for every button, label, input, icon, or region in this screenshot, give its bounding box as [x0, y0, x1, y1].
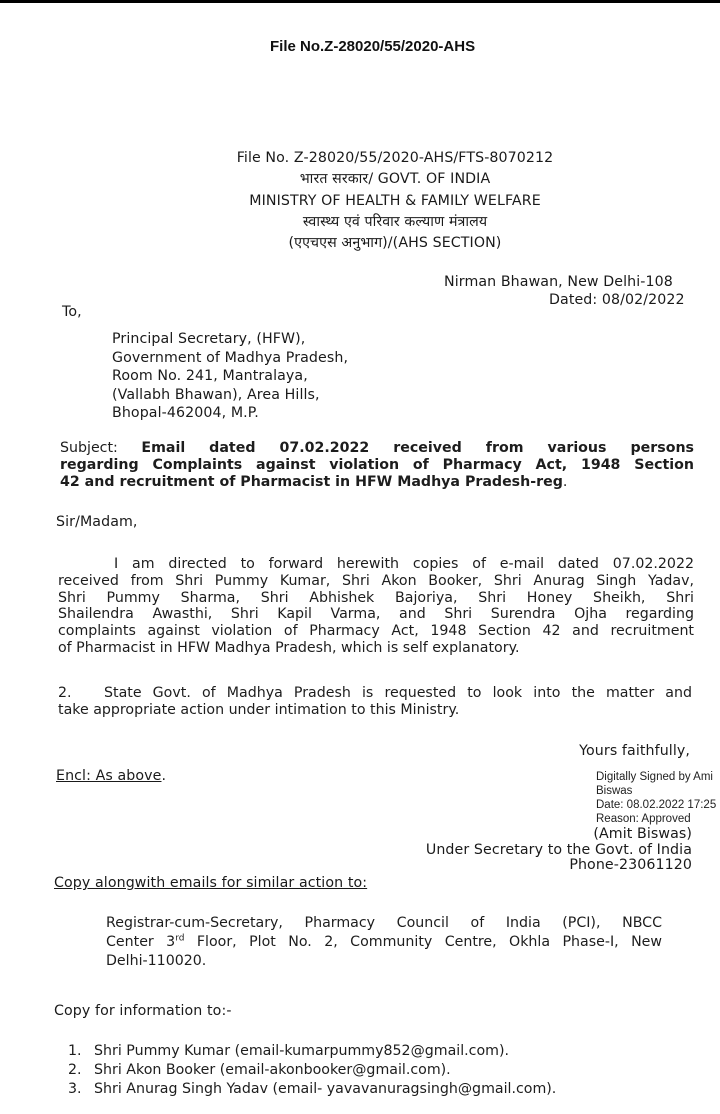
paragraph-line: complaints against violation of Pharmacy Act, 1948 Section 42 and recruitment: [58, 623, 694, 640]
subject-line: 42 and recruitment of Pharmacist in HFW Madhya Pradesh-reg: [60, 473, 563, 490]
paragraph-number: 2.: [58, 685, 72, 701]
copy-action-line: Floor, Plot No. 2, Community Centre, Okhla Phase-I, New: [196, 934, 663, 950]
file-number-stamp: File No.Z-28020/55/2020-AHS: [270, 38, 476, 55]
addressee-line: Government of Madhya Pradesh,: [112, 349, 349, 366]
file-number: File No. Z-28020/55/2020-AHS/FTS-8070212: [236, 150, 554, 166]
subject-end: .: [562, 473, 568, 490]
superscript: rd: [175, 933, 185, 944]
ministry-name: MINISTRY OF HEALTH & FAMILY WELFARE: [249, 192, 541, 209]
addressee-line: Room No. 241, Mantralaya,: [112, 368, 308, 384]
paragraph-1: [58, 556, 694, 657]
letter-date: Dated: 08/02/2022: [549, 292, 685, 308]
closing: Yours faithfully,: [579, 743, 690, 759]
subject-block: [60, 440, 694, 490]
copy-action-prefix: Center 3: [106, 934, 176, 950]
paragraph-line: take appropriate action under intimation to this Ministry.: [58, 701, 460, 718]
signatory-phone: Phone-23061120: [569, 857, 692, 873]
addressee-line: Bhopal-462004, M.P.: [112, 405, 259, 421]
enclosure-label: Encl: As above: [56, 768, 162, 784]
govt-of-india: भारत सरकार/ GOVT. OF INDIA: [299, 171, 491, 188]
copy-action-line: Delhi-110020.: [106, 953, 207, 969]
paragraph-line: of Pharmacist in HFW Madhya Pradesh, which is self explanatory.: [58, 639, 520, 656]
subject-line: Email dated 07.02.2022 received from various persons: [141, 440, 694, 456]
paragraph-line: I am directed to forward herewith copies of e-mail dated 07.02.2022: [114, 556, 694, 572]
addressee-line: (Vallabh Bhawan), Area Hills,: [112, 386, 320, 403]
list-item: [68, 1080, 556, 1099]
copy-action-heading: Copy alongwith emails for similar action to:: [54, 875, 368, 891]
enclosure-note: [56, 766, 166, 787]
office-address: Nirman Bhawan, New Delhi-108: [444, 274, 673, 290]
copy-action-line: Registrar-cum-Secretary, Pharmacy Council of India (PCI), NBCC: [106, 915, 662, 931]
paragraph-line: received from Shri Pummy Kumar, Shri Akon Booker, Shri Anurag Singh Yadav,: [58, 572, 694, 589]
digital-signature-line: Digitally Signed by Ami: [596, 771, 713, 783]
top-border: [0, 0, 720, 3]
digital-signature-reason: Reason: Approved: [596, 813, 691, 825]
section-name: (एएचएस अनुभाग)/(AHS SECTION): [288, 235, 502, 252]
copy-info-heading: Copy for information to:-: [54, 1003, 232, 1019]
list-number: 1.: [68, 1043, 82, 1059]
copy-action-block: [106, 914, 662, 971]
paragraph-2: [58, 685, 692, 719]
subject-label: Subject:: [60, 440, 118, 456]
list-text: Shri Pummy Kumar (email-kumarpummy852@gmail.com).: [94, 1043, 510, 1059]
list-number: 2.: [68, 1062, 82, 1078]
signature-block: [400, 742, 717, 874]
signatory-designation: Under Secretary to the Govt. of India: [425, 841, 692, 858]
list-item: [68, 1061, 556, 1080]
paragraph-line: Shri Pummy Sharma, Shri Abhishek Bajoriya, Shri Honey Sheikh, Shri: [58, 589, 694, 606]
enclosure-end: .: [161, 768, 167, 784]
addressee-line: Principal Secretary, (HFW),: [112, 331, 306, 347]
digital-signature: [400, 770, 717, 826]
digital-signature-date: Date: 08.02.2022 17:25: [596, 799, 717, 811]
paragraph-line: State Govt. of Madhya Pradesh is requested to look into the matter and: [104, 685, 692, 701]
list-number: 3.: [68, 1081, 82, 1097]
digital-signature-line: Biswas: [596, 785, 633, 797]
list-item: [68, 1042, 556, 1061]
salutation: Sir/Madam,: [56, 514, 138, 530]
letterhead: [200, 148, 590, 254]
list-text: Shri Anurag Singh Yadav (email- yavavanuragsingh@gmail.com).: [94, 1081, 557, 1097]
subject-line: regarding Complaints against violation of Pharmacy Act, 1948 Section: [60, 456, 694, 473]
signatory-name: (Amit Biswas): [593, 826, 692, 842]
ministry-name-hindi: स्वास्थ्य एवं परिवार कल्याण मंत्रालय: [302, 213, 488, 230]
copy-info-list: [68, 1042, 556, 1099]
addressee-block: [112, 330, 348, 423]
to-label: To,: [62, 304, 82, 320]
list-text: Shri Akon Booker (email-akonbooker@gmail.com).: [94, 1062, 451, 1078]
paragraph-line: Shailendra Awasthi, Shri Kapil Varma, and Shri Surendra Ojha regarding: [58, 606, 694, 623]
